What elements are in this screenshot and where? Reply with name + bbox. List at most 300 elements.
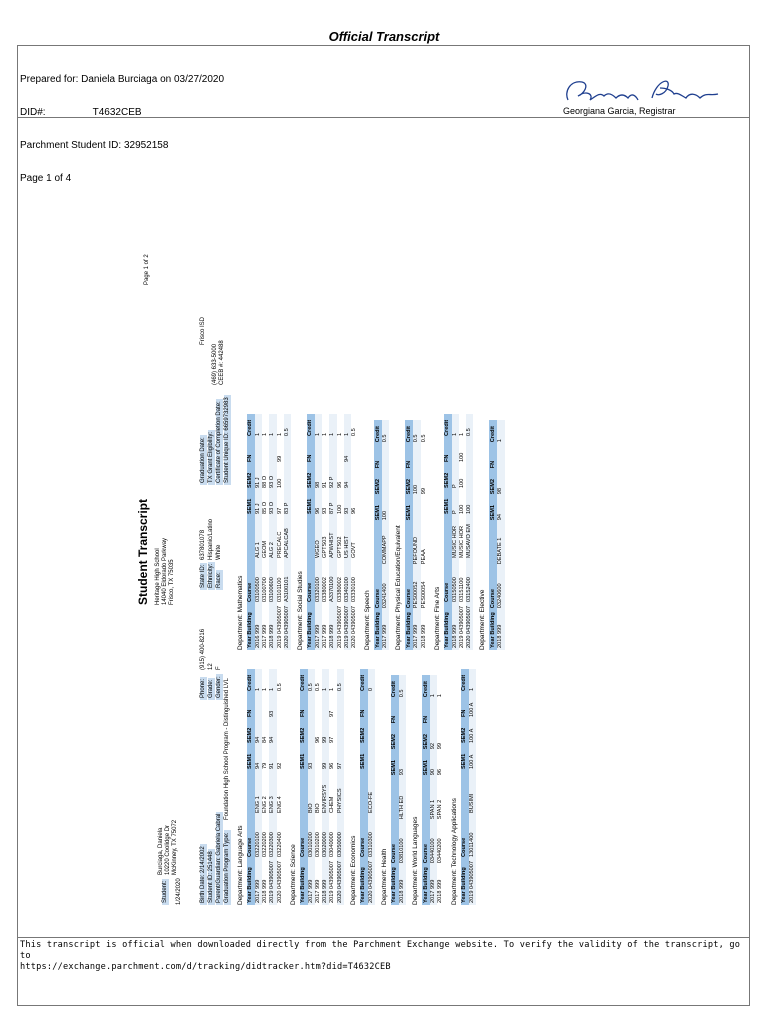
course-cell: 91 [322, 481, 329, 488]
transcript-page [136, 170, 748, 905]
course-cell [421, 496, 428, 522]
course-cell [399, 725, 406, 751]
course-cell: 0.5 [315, 683, 321, 691]
course-cell: 100 [459, 504, 465, 514]
column-header [247, 516, 255, 560]
course-row [315, 669, 322, 905]
course-cell [262, 693, 269, 719]
course-cell: 87 P [329, 490, 336, 516]
course-cell: 79 [262, 762, 269, 769]
course-cell: 03050000 [337, 815, 344, 859]
course-cell: 2019 043905007 [269, 861, 276, 903]
ceeb-number: CEEB #: 442488 [219, 340, 225, 385]
student-unique-id: Student Unique ID: 6659732983 [224, 397, 230, 483]
column-header: Year Building [405, 612, 412, 648]
column-header: Credit [374, 420, 382, 444]
course-row [469, 669, 476, 905]
column-header: Year Building [360, 859, 368, 905]
course-cell: PEFOUND [413, 522, 420, 566]
course-cell: 1 [255, 669, 262, 693]
column-header [300, 771, 308, 815]
column-header [247, 771, 255, 815]
course-cell: 0.5 [399, 675, 406, 699]
course-row [368, 669, 375, 905]
column-header [489, 522, 497, 566]
course-cell: 03340100 [344, 560, 351, 604]
course-cell: 88 O [262, 475, 269, 488]
column-header: Course [422, 821, 430, 865]
course-cell: MUSIC HOR [459, 525, 465, 558]
course-cell [399, 699, 406, 725]
program-label: Graduation Program Type: [224, 832, 230, 903]
print-date: 1/24/2020 [176, 878, 182, 905]
course-cell: 100 [466, 490, 473, 516]
course-cell: 0.5 [466, 414, 473, 438]
course-cell: US HIST [344, 516, 351, 560]
course-cell: SPAN 2 [437, 799, 444, 820]
column-header: FN [360, 693, 368, 719]
column-header: Credit [247, 669, 255, 693]
column-header: FN [391, 699, 399, 725]
course-cell [497, 444, 504, 470]
course-row [351, 414, 358, 650]
department-heading: Department: Elective [479, 589, 487, 650]
school-city: Frisco, TX 75035 [169, 559, 175, 605]
course-cell [277, 693, 284, 719]
course-row [497, 420, 504, 650]
course-cell: COMMAPP [382, 522, 389, 566]
course-cell: GPTS02 [336, 536, 343, 558]
course-cell [413, 444, 420, 470]
course-cell: 2017 999 [382, 610, 389, 650]
course-cell: 99 [437, 743, 444, 750]
column-header: SEM1 [444, 490, 452, 516]
course-cell: PES00052 [413, 566, 420, 610]
course-cell: 1 [269, 414, 276, 438]
course-cell: 96 [351, 507, 358, 514]
course-row [430, 675, 437, 905]
column-header: FN [461, 693, 469, 719]
state-id-label: State ID: [200, 564, 206, 588]
course-cell: 03241400 [382, 566, 389, 610]
certificate-of-completion: Certificate of Completion Date: [216, 401, 222, 483]
course-cell: 2017 999 [413, 610, 420, 650]
column-header: SEM2 [489, 470, 497, 496]
course-cell: 2019 043905007 [336, 606, 343, 648]
department-heading: Department: World Languages [412, 816, 420, 905]
grade-label: Grade: [208, 679, 214, 698]
column-header [374, 522, 382, 566]
course-cell: 2017 999 [308, 859, 315, 905]
course-cell: 2020 043905007 [367, 861, 374, 903]
course-cell [351, 438, 358, 464]
department-table [489, 420, 504, 650]
course-cell: ECO-FE [368, 771, 375, 815]
column-header: SEM2 [300, 719, 308, 745]
course-cell [413, 496, 420, 522]
student-city: McKinney, TX 75072 [172, 819, 178, 875]
course-cell [308, 693, 315, 719]
transcript-content [136, 170, 748, 905]
gender: F [216, 666, 222, 670]
course-cell: 1 [497, 420, 504, 444]
department-heading: Department: Physical Education/Equivalent [395, 525, 403, 650]
course-row [329, 414, 336, 650]
course-cell [284, 438, 291, 464]
column-header: Course [489, 566, 497, 610]
page-label: Page 1 of 2 [144, 254, 150, 285]
course-cell: 1 [329, 414, 336, 438]
footer-notice [20, 940, 746, 973]
department-table [391, 675, 406, 905]
column-header: SEM2 [461, 719, 469, 745]
column-header: Credit [247, 414, 255, 438]
course-cell: PEAA [420, 549, 427, 565]
course-cell: 99 [322, 745, 329, 771]
course-cell [466, 464, 473, 490]
column-header: FN [247, 438, 255, 464]
column-header: Course [247, 560, 255, 604]
course-cell [262, 438, 269, 464]
graduation-date: Graduation Date: [200, 437, 206, 483]
course-cell: 03101100 [276, 577, 283, 602]
course-cell: 94 [344, 464, 351, 490]
column-header: SEM2 [391, 725, 399, 751]
course-cell: BIO [315, 803, 321, 813]
course-cell: 1 [452, 414, 459, 438]
course-cell: 2019 043905007 [329, 861, 336, 903]
course-row [337, 669, 344, 905]
course-cell: 99 [420, 488, 427, 495]
course-cell: 93 [399, 751, 406, 777]
course-cell: HLTH ED [399, 777, 406, 821]
course-cell: 1 [322, 432, 329, 436]
course-cell [337, 438, 344, 464]
course-cell: 2018 999 [452, 604, 459, 650]
course-cell: 0.5 [276, 683, 283, 691]
department-heading: Department: Social Studies [297, 571, 304, 650]
course-cell: 0.5 [308, 669, 315, 693]
course-cell: 93 O [269, 490, 276, 516]
course-cell: ALG 2 [269, 516, 276, 560]
student-name: Burciaga, Daniela [158, 827, 164, 875]
column-header: Course [444, 560, 452, 604]
column-header: SEM2 [247, 464, 255, 490]
course-cell: 1 [315, 414, 322, 438]
column-header: Course [247, 815, 255, 859]
course-row [337, 414, 344, 650]
course-cell: 1 [469, 669, 476, 693]
course-cell: 2019 043905007 [459, 606, 465, 648]
course-row [452, 414, 459, 650]
school-name: Heritage High School [155, 548, 161, 605]
course-cell: 100 [382, 496, 389, 522]
course-cell: 93 [308, 745, 315, 771]
column-header: FN [422, 699, 430, 725]
column-header: Year Building [444, 604, 452, 650]
column-header: Credit [422, 675, 430, 699]
course-row [382, 420, 389, 650]
department-table [307, 414, 358, 650]
column-header: SEM2 [405, 470, 413, 496]
course-row [437, 675, 444, 905]
column-header: SEM2 [374, 470, 382, 496]
course-cell: 03020000 [322, 815, 329, 859]
course-row [308, 669, 315, 905]
course-cell: 98 [497, 470, 504, 496]
course-cell: 100 [459, 478, 465, 488]
course-cell: 1 [430, 675, 437, 699]
course-cell: 96 [329, 762, 336, 769]
course-cell: A3370100 [329, 560, 336, 604]
course-cell [368, 693, 375, 719]
course-cell [368, 719, 375, 745]
course-cell: 2020 043905007 [336, 861, 343, 903]
column-header: Course [300, 815, 308, 859]
course-cell: 03330100 [351, 577, 358, 602]
course-cell: BIO [308, 771, 315, 815]
course-cell: 98 [315, 464, 322, 490]
department-heading: Department: Health [381, 848, 388, 905]
course-cell: 2017 999 [315, 879, 321, 903]
course-cell: 2020 043905007 [466, 606, 473, 648]
course-cell: 1 [336, 432, 343, 436]
page-number: Page 1 of 4 [20, 173, 72, 184]
department-heading: Department: Mathematics [237, 575, 244, 650]
course-cell: 94 [255, 719, 262, 745]
course-cell: 2019 043905007 [276, 606, 283, 648]
course-cell: 2017 999 [255, 859, 262, 905]
course-row [269, 414, 276, 650]
course-row [269, 669, 276, 905]
course-row [262, 669, 269, 905]
column-header: Year Building [422, 867, 429, 903]
course-cell: PES00054 [420, 581, 427, 609]
department-heading: Department: Fine Arts [433, 586, 441, 650]
course-cell: 2018 999 [322, 859, 329, 905]
course-cell: 0.5 [337, 669, 344, 693]
course-cell [284, 464, 291, 490]
course-cell: 96 [437, 769, 444, 776]
footer-divider [17, 937, 750, 938]
student-id: Student ID: 251448 [208, 851, 214, 903]
course-cell: BUSIMI [469, 771, 476, 815]
course-cell: 91 J [255, 464, 262, 490]
department-heading: Department: Technology Applications [450, 798, 458, 905]
school-address: 14040 Eldorado Parkway [162, 537, 168, 605]
course-cell [315, 745, 322, 771]
course-cell: 2017 999 [315, 604, 322, 650]
course-cell: 03100600 [269, 560, 276, 604]
course-cell: 03240600 [497, 566, 504, 610]
column-header [405, 522, 413, 566]
course-cell: 94 [344, 438, 351, 464]
department-table [374, 420, 389, 650]
course-cell [269, 438, 276, 464]
course-cell: 03440200 [437, 838, 444, 864]
course-cell [351, 464, 358, 490]
column-header: Credit [489, 420, 497, 444]
course-cell: 1 [276, 432, 283, 436]
department-heading: Department: Language Arts [237, 825, 244, 905]
course-cell [337, 719, 344, 745]
column-header: Year Building [300, 859, 308, 905]
column-header: SEM2 [247, 719, 255, 745]
column-header: FN [444, 438, 452, 464]
column-header: Credit [307, 414, 315, 438]
ethnicity: Hispanic/Latino [208, 518, 214, 560]
did-number: DID#: T4632CEB [20, 107, 142, 118]
column-header: SEM1 [391, 751, 399, 777]
course-cell: 93 O [269, 464, 276, 490]
course-cell: 03040000 [329, 832, 336, 857]
course-cell: 03220100 [255, 815, 262, 859]
course-cell: 83 P [284, 490, 291, 516]
course-cell: 96 [315, 736, 321, 743]
course-cell: 94 [255, 745, 262, 771]
course-cell: 2018 999 [420, 624, 427, 648]
column-header: Course [374, 566, 382, 610]
course-row [262, 414, 269, 650]
course-cell: 2020 043905007 [283, 606, 290, 648]
column-header: Course [360, 815, 368, 859]
ethnicity-label: Ethnicity: [208, 563, 214, 588]
course-cell: 03220300 [269, 815, 276, 859]
department-table [444, 414, 474, 650]
department-table [461, 669, 476, 905]
course-cell: 03010200 [315, 832, 321, 857]
course-cell [277, 719, 284, 745]
course-cell: ENG 2 [262, 796, 269, 813]
column-header: FN [300, 693, 308, 719]
course-row [421, 420, 428, 650]
department-heading: Department: Speech [364, 590, 372, 650]
course-cell [322, 438, 329, 464]
course-cell: MUSAVO EM [466, 516, 473, 560]
course-cell: 0.5 [413, 420, 420, 444]
course-row [284, 414, 291, 650]
department-table [405, 420, 427, 650]
course-cell [452, 438, 459, 464]
column-header: Course [405, 566, 413, 610]
course-cell: 03152400 [466, 560, 473, 604]
course-cell: ENG 4 [276, 796, 283, 813]
course-cell: P [452, 490, 459, 516]
course-cell: PHYSICS [337, 771, 344, 815]
course-cell: PRECALC [276, 531, 283, 558]
course-cell: 97 [337, 745, 344, 771]
course-cell: 99 [276, 455, 283, 462]
course-cell: 1 [262, 687, 269, 691]
column-header: FN [307, 438, 315, 464]
course-cell: 2019 043905007 [343, 606, 350, 648]
column-header: Year Building [391, 867, 398, 903]
column-header: Year Building [247, 859, 255, 905]
course-cell: CHEM [329, 796, 336, 813]
column-header: Credit [360, 669, 368, 693]
column-header: Year Building [247, 604, 255, 650]
course-cell: 03310300 [368, 815, 375, 859]
course-row [255, 669, 262, 905]
course-cell: 1 [269, 669, 276, 693]
gender-label: Gender: [216, 676, 222, 698]
course-row [466, 414, 473, 650]
course-cell [315, 438, 322, 464]
course-cell: 1 [459, 432, 465, 436]
department-table [422, 675, 444, 905]
course-cell: 93 [269, 693, 276, 719]
course-cell: 2018 999 [399, 865, 406, 905]
course-cell: ENG 3 [269, 771, 276, 815]
course-cell: 100 A [469, 719, 476, 745]
column-header: Credit [405, 420, 413, 444]
column-header [444, 516, 452, 560]
course-cell: 99 [322, 719, 329, 745]
course-cell: 92 P [329, 464, 336, 490]
tx-grant-eligibility: TX Grant Eligibility: [208, 431, 214, 483]
registrar-signature [560, 72, 730, 108]
column-header: Course [391, 821, 399, 865]
column-header: Year Building [307, 604, 315, 650]
course-cell: 1 [255, 414, 262, 438]
column-header: SEM1 [247, 745, 255, 771]
course-cell: 2018 999 [269, 604, 276, 650]
column-header: SEM2 [422, 725, 430, 751]
column-header: Year Building [374, 612, 381, 648]
course-cell: 94 [269, 719, 276, 745]
course-row [344, 414, 351, 650]
registrar-name: Georgiana Garcia, Registrar [563, 106, 676, 116]
column-header [307, 516, 315, 560]
birth-date: Birth Date: 2/14/2002 [200, 846, 206, 903]
course-cell: 0.5 [284, 414, 291, 438]
course-cell: 2019 043905007 [468, 861, 475, 903]
course-cell: 85 O [262, 501, 269, 514]
column-header: SEM2 [444, 464, 452, 490]
column-header [422, 777, 430, 821]
course-cell: SPAN 1 [430, 777, 437, 821]
department-heading: Department: Economics [349, 835, 357, 905]
course-cell: 0.5 [382, 420, 389, 444]
department-heading: Department: Science [289, 844, 297, 905]
course-cell: GPTS03 [322, 536, 329, 558]
column-header: Credit [391, 675, 399, 699]
parent-guardian: Parent/Guardian: Gabriela Cabral [216, 813, 222, 903]
column-header: FN [374, 444, 382, 470]
course-cell: 2020 043905007 [276, 861, 283, 903]
course-cell: 2017 999 [322, 624, 329, 648]
column-header: SEM1 [422, 751, 430, 777]
course-cell: 100 [459, 452, 465, 462]
page-title: Official Transcript [328, 29, 440, 44]
course-cell: 03010200 [308, 815, 315, 859]
school-phone: (469) 633-5000 [212, 343, 218, 385]
course-cell: 100 A [469, 745, 476, 771]
course-cell: 93 [322, 507, 329, 514]
department-table [300, 669, 344, 905]
course-cell: 03100500 [255, 560, 262, 604]
course-cell: A3100101 [284, 560, 291, 604]
transcript-heading: Student Transcript [136, 498, 150, 605]
course-cell: 2018 999 [497, 610, 504, 650]
column-header: Credit [444, 414, 452, 438]
race: White [216, 544, 222, 560]
column-header: FN [405, 444, 413, 470]
course-cell [329, 438, 336, 464]
course-row [255, 414, 262, 650]
column-header: Course [307, 560, 315, 604]
course-cell: 1 [322, 669, 329, 693]
